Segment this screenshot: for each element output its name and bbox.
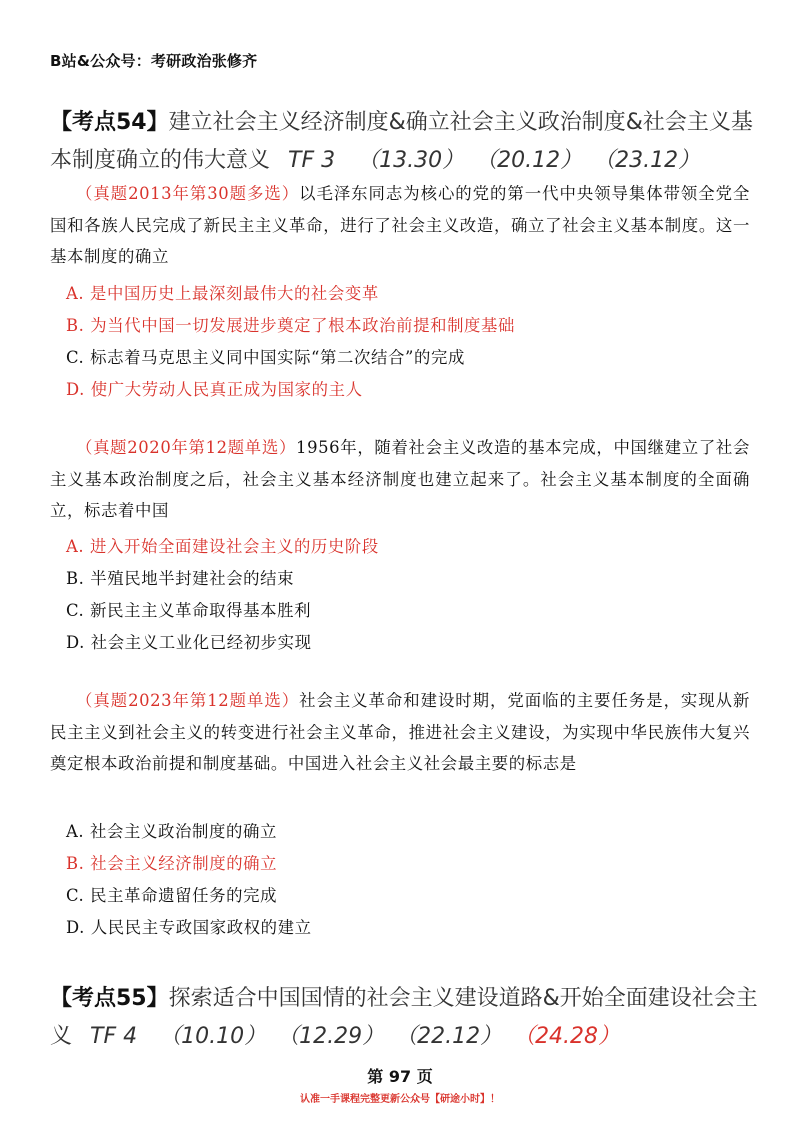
- question-text: 1956年，随着社会主义改造的基本完成，中国继建立了社会主义基本政治制度之后，社会主义基本经济制度也建立起来了。社会主义基本制度的全面确立，标志着中国: [50, 438, 751, 521]
- kaodian-55-ref-1: （10.10）: [159, 1024, 267, 1049]
- q3-option-d: D. 人民民主专政国家政权的建立: [66, 918, 312, 937]
- kaodian-54-meta: [270, 148, 700, 173]
- kaodian-55-tf: TF 4: [90, 1024, 138, 1049]
- footer-notice: 认准一手课程完整更新公众号【研途小时】！: [300, 1094, 500, 1105]
- question-source: （真题2013年第30题多选）: [76, 184, 300, 203]
- kaodian-55-title: 探索适合中国国情的社会主义建设道路&开始全面建设社会主义: [50, 986, 758, 1049]
- kaodian-55-ref-4: （24.28）: [524, 1024, 621, 1049]
- kaodian-55-ref-3: （22.12）: [406, 1024, 503, 1049]
- kaodian-54-tag: 【考点54】: [50, 110, 169, 135]
- question-stem: [50, 432, 750, 527]
- kaodian-55-ref-2: （12.29）: [288, 1024, 385, 1049]
- q1-option-b: B. 为当代中国一切发展进步奠定了根本政治前提和制度基础: [66, 316, 516, 335]
- question-text: 以毛泽东同志为核心的党的第一代中央领导集体带领全党全国和各族人民完成了新民主主义革命，进行了社会主义改造，确立了社会主义基本制度。这一基本制度的确立: [50, 184, 750, 267]
- question-2013-30: [50, 178, 750, 273]
- q2-option-d: D. 社会主义工业化已经初步实现: [66, 633, 312, 652]
- q3-option-c: C. 民主革命遗留任务的完成: [66, 886, 278, 905]
- q2-option-a: A. 进入开始全面建设社会主义的历史阶段: [66, 537, 379, 556]
- kaodian-54-ref-1: （13.30）: [357, 148, 465, 173]
- q2-option-c: C. 新民主主义革命取得基本胜利: [66, 601, 312, 620]
- kaodian-54-heading: [50, 104, 760, 180]
- question-2023-12: [50, 685, 750, 780]
- header-account: B站&公众号：考研政治张修齐: [50, 52, 258, 70]
- kaodian-55-meta: [72, 1024, 620, 1049]
- question-stem: [50, 178, 750, 273]
- q1-option-d: D. 使广大劳动人民真正成为国家的主人: [66, 380, 363, 399]
- kaodian-55-tag: 【考点55】: [50, 986, 169, 1011]
- q2-option-b: B. 半殖民地半封建社会的结束: [66, 569, 295, 588]
- question-2020-12: [50, 432, 750, 527]
- kaodian-54-title: 建立社会主义经济制度&确立社会主义政治制度&社会主义基本制度确立的伟大意义: [50, 110, 753, 173]
- q1-option-a: A. 是中国历史上最深刻最伟大的社会变革: [66, 284, 379, 303]
- q1-option-c: C. 标志着马克思主义同中国实际“第二次结合”的完成: [66, 348, 465, 367]
- question-stem: [50, 685, 750, 780]
- question-source: （真题2020年第12题单选）: [76, 438, 297, 457]
- page-number: 第 97 页: [367, 1067, 433, 1086]
- q3-option-b: B. 社会主义经济制度的确立: [66, 854, 278, 873]
- kaodian-55-heading: [50, 980, 760, 1056]
- question-text: 社会主义革命和建设时期，党面临的主要任务是，实现从新民主主义到社会主义的转变进行社会主义革命，推进社会主义建设，为实现中华民族伟大复兴奠定根本政治前提和制度基础。中国进入社会主义社会最主要的标志是: [50, 691, 750, 774]
- question-source: （真题2023年第12题单选）: [76, 691, 300, 710]
- q3-option-a: A. 社会主义政治制度的确立: [66, 822, 277, 841]
- kaodian-54-tf: TF 3: [288, 148, 336, 173]
- kaodian-54-ref-3: （23.12）: [604, 148, 701, 173]
- kaodian-54-ref-2: （20.12）: [486, 148, 583, 173]
